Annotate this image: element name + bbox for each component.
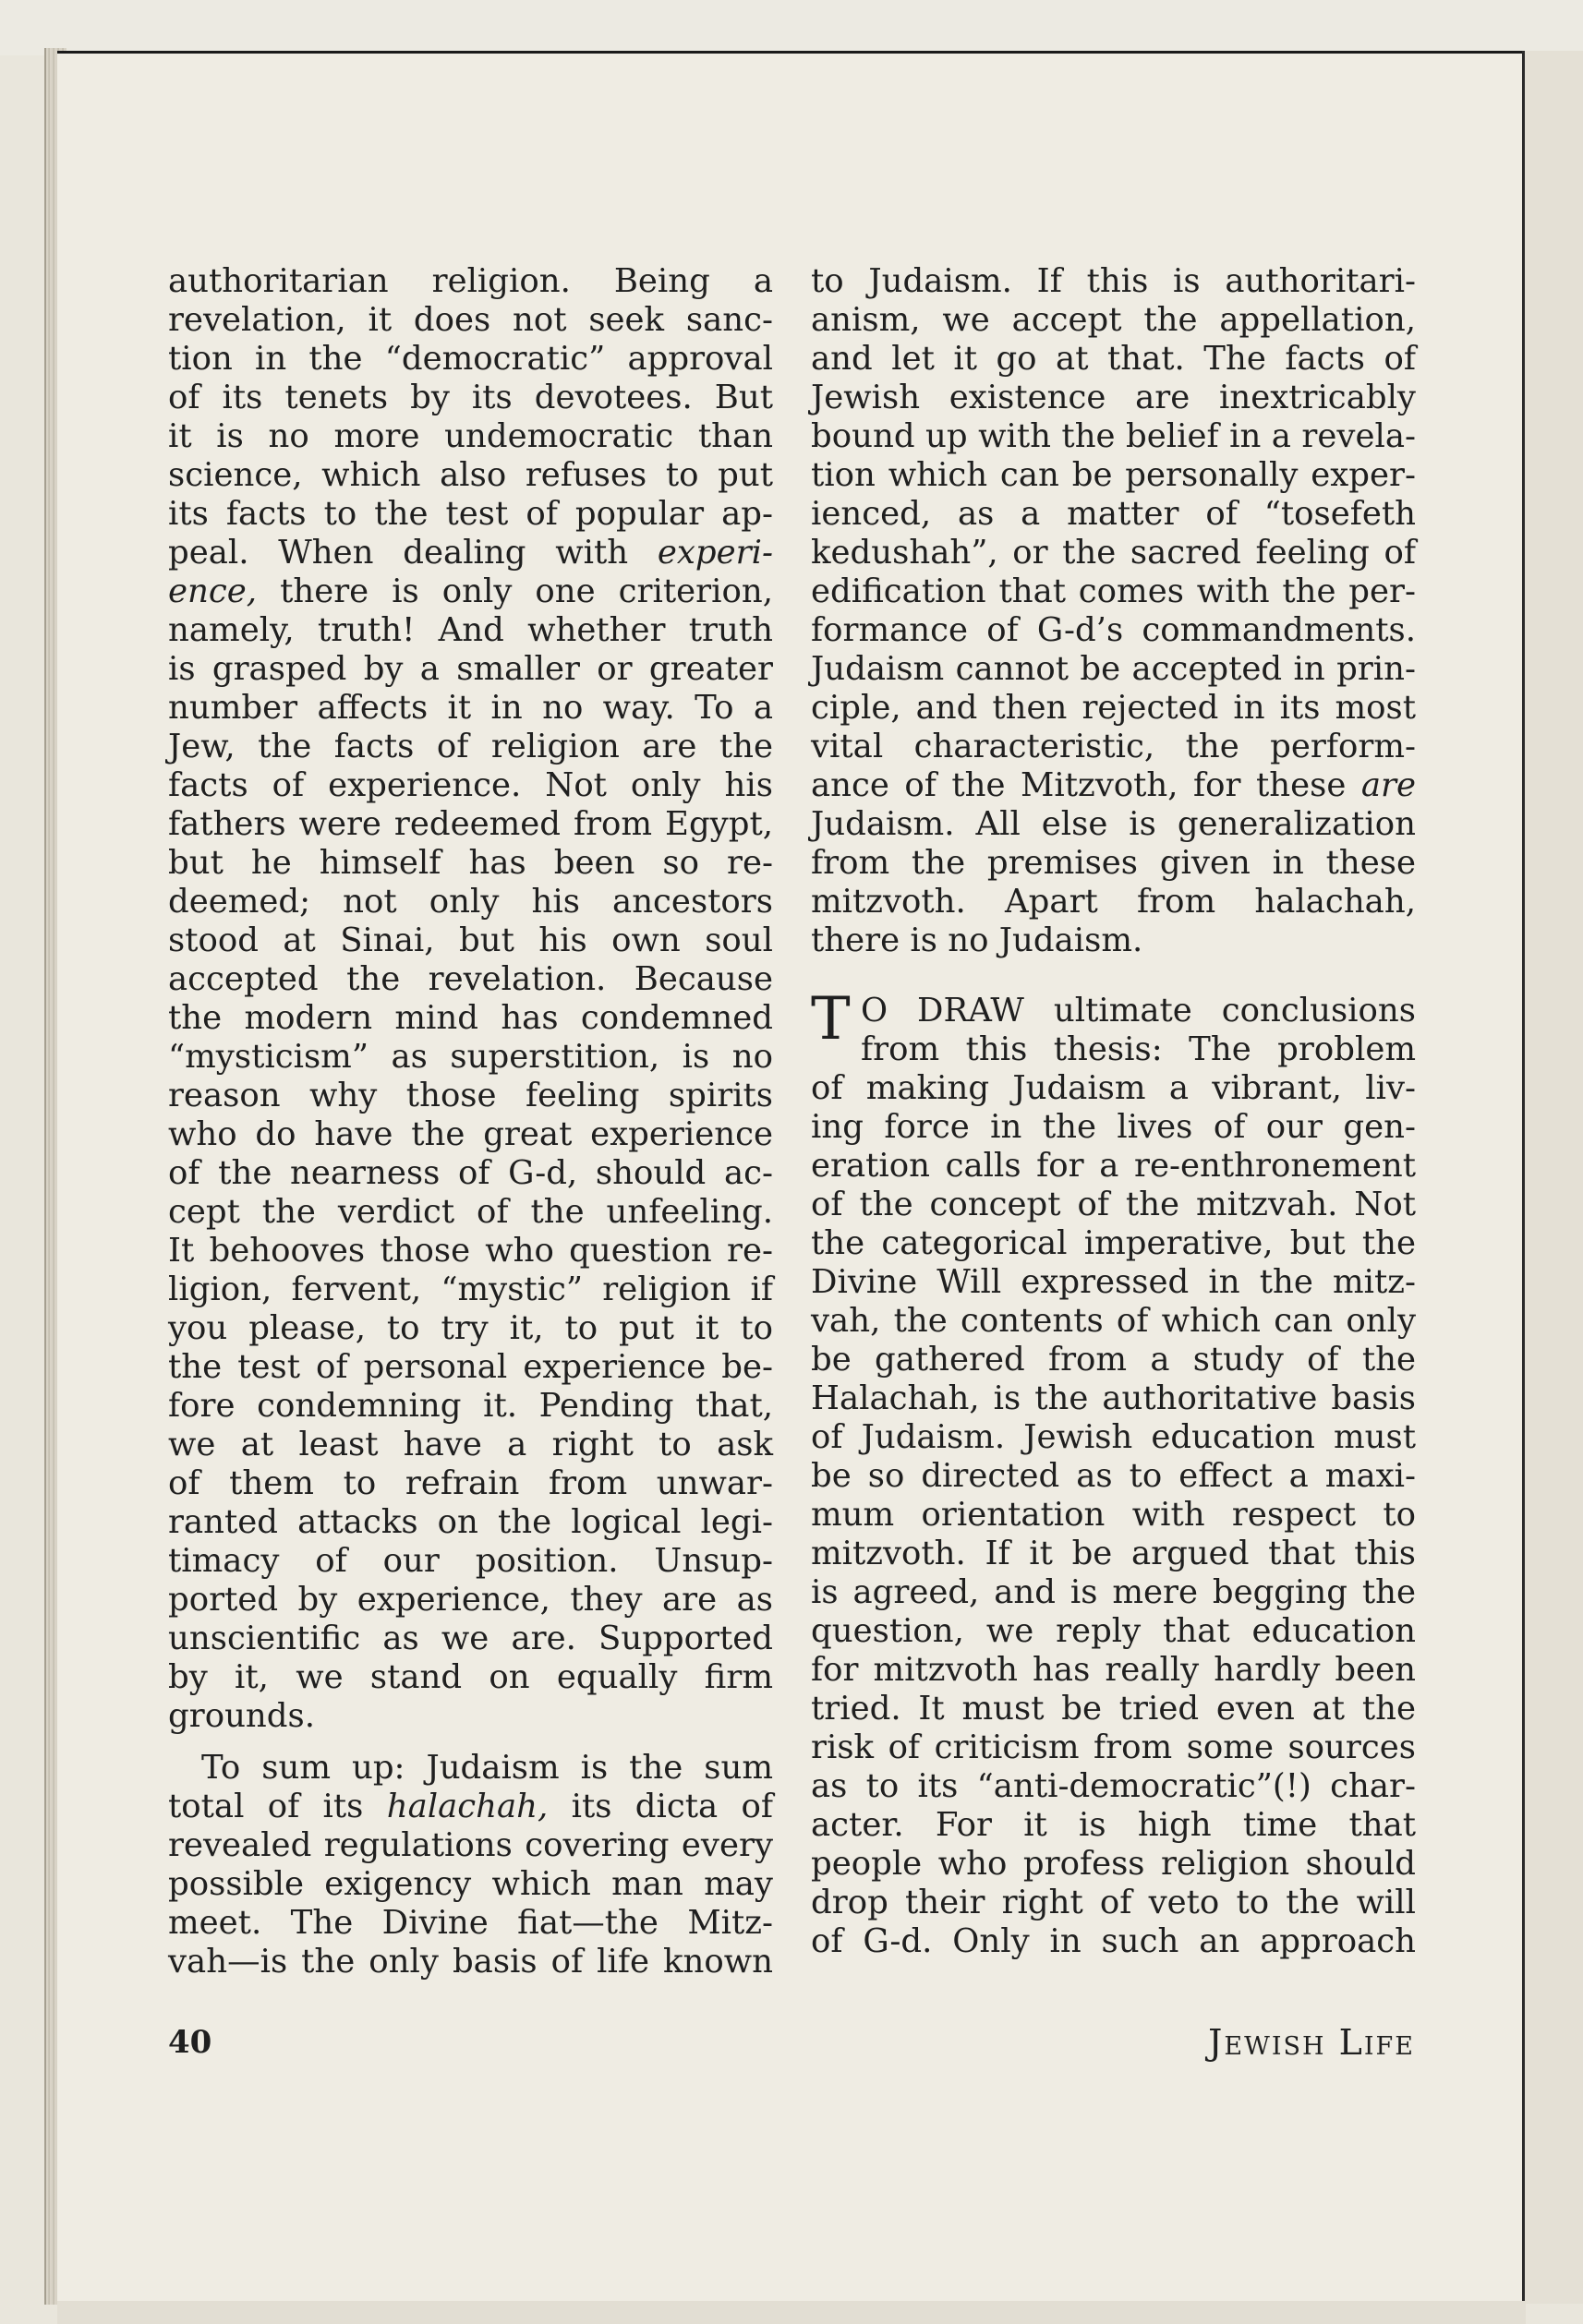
section-gap xyxy=(811,960,1416,992)
facing-page-edge xyxy=(1522,51,1583,2304)
text-line: to Judaism. If this is authoritari- xyxy=(811,262,1416,300)
text-line: of them to refrain from unwar- xyxy=(168,1464,773,1502)
text-line: timacy of our position. Unsup- xyxy=(168,1542,773,1580)
right-section-2-body xyxy=(811,1069,1416,1961)
text-line: mitzvoth. Apart from halachah, xyxy=(811,883,1416,921)
text-line: ence, there is only one criterion, xyxy=(168,572,773,610)
text-line: tion which can be personally exper- xyxy=(811,456,1416,494)
text-line: for mitzvoth has really hardly been xyxy=(811,1651,1416,1689)
right-paragraph-1 xyxy=(811,262,1416,960)
text-line: and let it go at that. The facts of xyxy=(811,340,1416,378)
text-line: fathers were redeemed from Egypt, xyxy=(168,805,773,843)
text-line: stood at Sinai, but his own soul xyxy=(168,921,773,959)
text-line: mum orientation with respect to xyxy=(811,1496,1416,1534)
text-line: from the premises given in these xyxy=(811,844,1416,882)
text-line: Divine Will expressed in the mitz- xyxy=(811,1263,1416,1301)
text-line: It behooves those who question re- xyxy=(168,1232,773,1270)
page-bottom-edge xyxy=(57,2301,1526,2324)
page-number: 40 xyxy=(168,2024,212,2061)
text-line: Judaism cannot be accepted in prin- xyxy=(811,650,1416,688)
text-line: drop their right of veto to the will xyxy=(811,1884,1416,1921)
text-line: question, we reply that education xyxy=(811,1612,1416,1650)
text-line: people who profess religion should xyxy=(811,1845,1416,1883)
text-line: its facts to the test of popular ap- xyxy=(168,495,773,533)
text-line: there is no Judaism. xyxy=(811,921,1143,959)
text-line: the test of personal experience be- xyxy=(168,1348,773,1386)
text-line: vital characteristic, the perform- xyxy=(811,728,1416,765)
left-column xyxy=(168,262,773,1981)
text-line: is grasped by a smaller or greater xyxy=(168,650,773,688)
text-line: revelation, it does not seek sanc- xyxy=(168,301,773,339)
text-line: risk of criticism from some sources xyxy=(811,1728,1416,1766)
text-line: revealed regulations covering every xyxy=(168,1826,773,1864)
text-line: formance of G-d’s commandments. xyxy=(811,611,1416,649)
text-line: accepted the revelation. Because xyxy=(168,960,773,998)
text-line: ligion, fervent, “mystic” religion if xyxy=(168,1270,773,1308)
text-line: be so directed as to effect a maxi- xyxy=(811,1457,1416,1495)
text-line: mitzvoth. If it be argued that this xyxy=(811,1535,1416,1572)
text-line: you please, to try it, to put it to xyxy=(168,1309,773,1347)
section-second-line: from this thesis: The problem xyxy=(861,1030,1416,1068)
text-line: cept the verdict of the unfeeling. xyxy=(168,1193,773,1231)
text-line: number affects it in no way. To a xyxy=(168,689,773,727)
text-line: it is no more undemocratic than xyxy=(168,417,773,455)
text-line: vah—is the only basis of life known xyxy=(168,1943,773,1981)
paragraph-gap xyxy=(168,1736,773,1749)
text-line: ing force in the lives of our gen- xyxy=(811,1108,1416,1146)
text-line: deemed; not only his ancestors xyxy=(168,883,773,921)
section-first-line: O DRAW ultimate conclusions xyxy=(861,992,1416,1030)
text-line: of the concept of the mitzvah. Not xyxy=(811,1186,1416,1223)
text-line: “mysticism” as superstition, is no xyxy=(168,1038,773,1076)
text-line: unscientific as we are. Supported xyxy=(168,1620,773,1657)
text-line: ance of the Mitzvoth, for these are xyxy=(811,766,1416,804)
text-line: Halachah, is the authoritative basis xyxy=(811,1379,1416,1417)
text-line: Jew, the facts of religion are the xyxy=(168,728,773,765)
text-line: facts of experience. Not only his xyxy=(168,766,773,804)
text-line: grounds. xyxy=(168,1697,316,1735)
right-column xyxy=(811,262,1416,1961)
text-line: of Judaism. Jewish education must xyxy=(811,1418,1416,1456)
scan-background xyxy=(0,0,1583,55)
text-line: total of its halachah, its dicta of xyxy=(168,1788,773,1825)
text-line: of making Judaism a vibrant, liv- xyxy=(811,1069,1416,1107)
text-line: as to its “anti-democratic”(!) char- xyxy=(811,1767,1416,1805)
text-line: but he himself has been so re- xyxy=(168,844,773,882)
running-title: Jewish Life xyxy=(1208,2022,1415,2063)
text-line: Judaism. All else is generalization xyxy=(811,805,1416,843)
text-line: acter. For it is high time that xyxy=(811,1806,1416,1844)
text-line: Jewish existence are inextricably xyxy=(811,379,1416,416)
left-paragraph-2 xyxy=(168,1749,773,1981)
text-line: namely, truth! And whether truth xyxy=(168,611,773,649)
text-line: tion in the “democratic” approval xyxy=(168,340,773,378)
text-line: ienced, as a matter of “tosefeth xyxy=(811,495,1416,533)
text-line: kedushah”, or the sacred feeling of xyxy=(811,534,1416,572)
left-paragraph-1 xyxy=(168,262,773,1736)
section-second-line-row xyxy=(811,1030,1416,1069)
text-line: the modern mind has condemned xyxy=(168,999,773,1037)
text-line: tried. It must be tried even at the xyxy=(811,1690,1416,1728)
text-line: who do have the great experience xyxy=(168,1115,773,1153)
text-line: ranted attacks on the logical legi- xyxy=(168,1503,773,1541)
text-line: science, which also refuses to put xyxy=(168,456,773,494)
text-line: of its tenets by its devotees. But xyxy=(168,379,773,416)
text-line: ported by experience, they are as xyxy=(168,1581,773,1619)
text-line: eration calls for a re-enthronement xyxy=(811,1147,1416,1185)
text-line: by it, we stand on equally firm xyxy=(168,1658,773,1696)
text-line: edification that comes with the per- xyxy=(811,572,1416,610)
text-line: we at least have a right to ask xyxy=(168,1426,773,1463)
text-line: anism, we accept the appellation, xyxy=(811,301,1416,339)
text-line: be gathered from a study of the xyxy=(811,1341,1416,1379)
text-line: possible exigency which man may xyxy=(168,1865,773,1903)
text-line: fore condemning it. Pending that, xyxy=(168,1387,773,1425)
text-line: authoritarian religion. Being a xyxy=(168,262,773,300)
text-line: of G-d. Only in such an approach xyxy=(811,1922,1416,1960)
text-line: peal. When dealing with experi- xyxy=(168,534,773,572)
text-line: reason why those feeling spirits xyxy=(168,1077,773,1114)
text-line: meet. The Divine fiat—the Mitz- xyxy=(168,1904,773,1942)
text-line: of the nearness of G-d, should ac- xyxy=(168,1154,773,1192)
text-line: is agreed, and is mere begging the xyxy=(811,1573,1416,1611)
text-line: To sum up: Judaism is the sum xyxy=(201,1749,773,1787)
drop-cap: T xyxy=(811,985,851,1054)
text-line: vah, the contents of which can only xyxy=(811,1302,1416,1340)
text-line: the categorical imperative, but the xyxy=(811,1224,1416,1262)
text-line: bound up with the belief in a revela- xyxy=(811,417,1416,455)
text-line: ciple, and then rejected in its most xyxy=(811,689,1416,727)
